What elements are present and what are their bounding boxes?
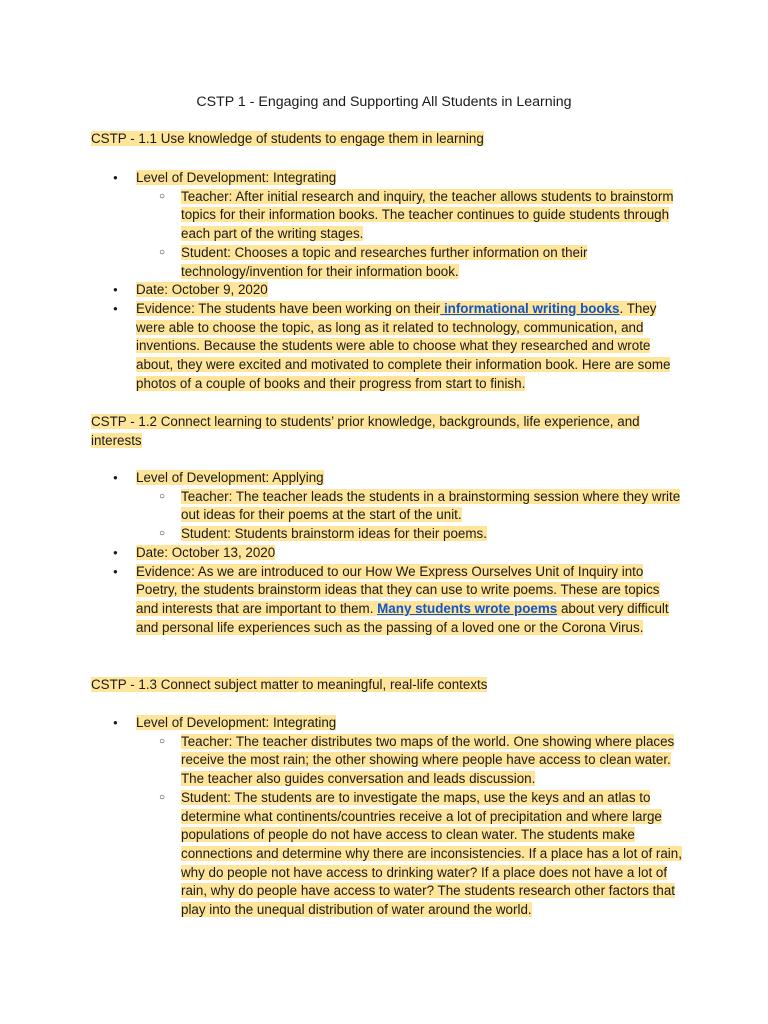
level-text: Level of Development: Integrating (136, 715, 337, 730)
section-heading-1-1 (91, 130, 681, 149)
teacher-text: Teacher: The teacher distributes two maps of the world. One showing where places receive the most rain; the other showing where people have access to clean water. The teacher also guides conversation and leads discussion. (181, 733, 675, 787)
list-item-teacher (159, 488, 683, 525)
list-item-level (113, 169, 683, 281)
evidence-text-continued: . They were able to choose the topic, as long as it related to technology, communication, and inventions. Because the students were able to choose what they researched and wrote about, they were excited and motivated to complete their information book. Here are some photos of a couple of books and their progress from start to finish. (136, 300, 671, 391)
teacher-text: Teacher: The teacher leads the students in a brainstorming session where they write out ideas for their poems at the start of the unit. (181, 488, 681, 523)
list-item-student (159, 525, 683, 544)
evidence-text-continued: about very difficult and personal life experiences such as the passing of a loved one or the Corona Virus. (136, 600, 669, 635)
list-item-date (113, 281, 683, 300)
list-item-level (113, 714, 683, 920)
evidence-text: Evidence: As we are introduced to our How We Express Ourselves Unit of Inquiry into Poetry, the students brainstorm ideas that they can use to write poems. These are topics and interests that are important to them. (136, 563, 660, 616)
heading-text: CSTP - 1.2 Connect learning to students’ prior knowledge, backgrounds, life experience, and interests (91, 414, 640, 448)
evidence-text: Evidence: The students have been working on their (136, 300, 441, 316)
section-heading-1-2 (91, 413, 681, 450)
student-text: Student: The students are to investigate the maps, use the keys and an atlas to determine what continents/countries receive a lot of precipitation and where large populations of people do not have access to clean water. The students make connections and determine why there are inconsistencies. If a place has a lot of rain, why do people not have access to drinking water? If a place does not have a lot of rain, why do people have access to water? The students research other factors that play into the unequal distribution of water around the world. (181, 789, 682, 918)
section-list-1-1 (113, 169, 683, 393)
list-item-date (113, 544, 683, 563)
section-heading-1-3 (91, 676, 681, 695)
list-item-student (159, 789, 683, 920)
list-item-evidence (113, 563, 683, 638)
list-item-student (159, 244, 683, 281)
student-text: Student: Chooses a topic and researches further information on their technology/invention for their information book. (181, 244, 588, 279)
sub-list (136, 733, 683, 920)
sub-list (136, 188, 683, 282)
list-item-teacher (159, 188, 683, 244)
level-text: Level of Development: Applying (136, 470, 324, 485)
date-text: Date: October 9, 2020 (136, 282, 268, 298)
list-item-evidence (113, 300, 683, 394)
section-list-1-2 (113, 469, 683, 637)
list-item-level (113, 469, 683, 544)
level-text: Level of Development: Integrating (136, 170, 337, 185)
student-text: Student: Students brainstorm ideas for their poems. (181, 526, 487, 542)
document-title: CSTP 1 - Engaging and Supporting All Students in Learning (196, 94, 572, 110)
heading-text: CSTP - 1.1 Use knowledge of students to engage them in learning (91, 131, 484, 146)
heading-text: CSTP - 1.3 Connect subject matter to meaningful, real-life contexts (91, 677, 488, 692)
informational-writing-books-link[interactable]: informational writing books (440, 300, 620, 316)
section-list-1-3 (113, 714, 683, 920)
many-students-wrote-poems-link[interactable]: Many students wrote poems (377, 600, 558, 616)
date-text: Date: October 13, 2020 (136, 544, 276, 560)
teacher-text: Teacher: After initial research and inquiry, the teacher allows students to brainstorm topics for their information books. The teacher continues to guide students through each part of the writing stages. (181, 188, 674, 242)
list-item-teacher (159, 733, 683, 789)
sub-list (136, 488, 683, 544)
